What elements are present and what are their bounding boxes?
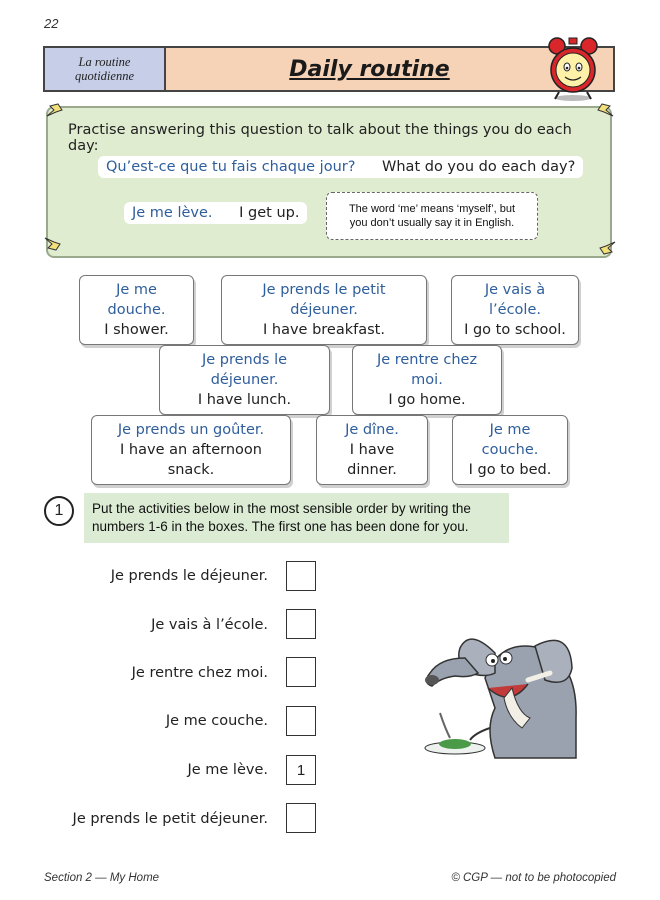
tip-line2: you don’t usually say it in English. [349,217,515,229]
answer-box[interactable] [286,657,316,687]
phrase-card [159,345,330,415]
activity-label: Je me couche. [165,713,268,729]
tip-box [326,192,538,240]
example-fr: Je me lève. [132,205,213,221]
phrase-card [79,275,194,345]
instructions-line2: numbers 1-6 in the boxes. The first one has been done for you. [92,519,469,534]
phrase-card [352,345,502,415]
section-label-line1: La routine [78,55,131,69]
pin-icon [594,102,616,120]
phrase-en: I have dinner. [347,442,397,478]
activity-label: Je me lève. [187,762,268,778]
section-label-line2: quotidienne [74,69,134,83]
info-panel [46,106,612,258]
activity-label: Je vais à l’école. [151,617,268,633]
example-en: I get up. [239,205,300,221]
phrase-card [221,275,427,345]
phrase-fr: Je vais à l’école. [484,282,546,318]
elephant-eating-illustration [400,618,580,768]
pin-icon [42,234,64,252]
answer-box[interactable]: 1 [286,755,316,785]
note-prompt: Practise answering this question to talk about the things you do each day: [68,122,572,154]
activity-label: Je prends le petit déjeuner. [72,811,268,827]
phrase-fr: Je rentre chez moi. [376,352,478,388]
phrase-card [91,415,291,485]
answer-box[interactable] [286,609,316,639]
question-number: 1 [44,496,74,526]
page-number: 22 [44,16,59,31]
pin-icon [44,102,66,120]
page-title: Daily routine [289,56,450,82]
phrase-fr: Je me couche. [481,422,539,458]
instructions-line1: Put the activities below in the most sensible order by writing the [92,501,471,516]
phrase-en: I have breakfast. [263,322,385,338]
activity-label: Je rentre chez moi. [131,665,268,681]
phrase-en: I go to school. [464,322,566,338]
phrase-en: I go home. [388,392,466,408]
page-header [43,46,615,92]
answer-box[interactable] [286,561,316,591]
tip-line1: The word ‘me’ means ‘myself’, but [348,203,516,215]
question-fr: Qu’est-ce que tu fais chaque jour? [106,159,356,175]
phrase-fr: Je me douche. [107,282,166,318]
phrase-card [316,415,428,485]
phrase-en: I have an afternoon snack. [120,442,262,478]
pin-icon [596,238,618,256]
phrase-fr: Je prends le petit déjeuner. [262,282,386,318]
answer-box[interactable] [286,706,316,736]
alarm-clock-icon [543,36,603,102]
phrase-fr: Je prends le déjeuner. [201,352,288,388]
section-label [45,48,166,90]
answer-box[interactable] [286,803,316,833]
activity-label: Je prends le déjeuner. [110,568,268,584]
phrase-fr: Je prends un goûter. [117,422,265,438]
question-chip [98,156,583,178]
question-en: What do you do each day? [382,159,576,175]
footer-section: Section 2 — My Home [44,872,160,884]
phrase-card [451,275,579,345]
example-chip [124,202,307,224]
phrase-en: I shower. [104,322,169,338]
question-instructions [84,493,509,543]
phrase-card [452,415,568,485]
phrase-en: I go to bed. [468,462,552,478]
footer-copyright: © CGP — not to be photocopied [451,872,616,884]
phrase-en: I have lunch. [197,392,292,408]
phrase-fr: Je dîne. [345,422,399,438]
